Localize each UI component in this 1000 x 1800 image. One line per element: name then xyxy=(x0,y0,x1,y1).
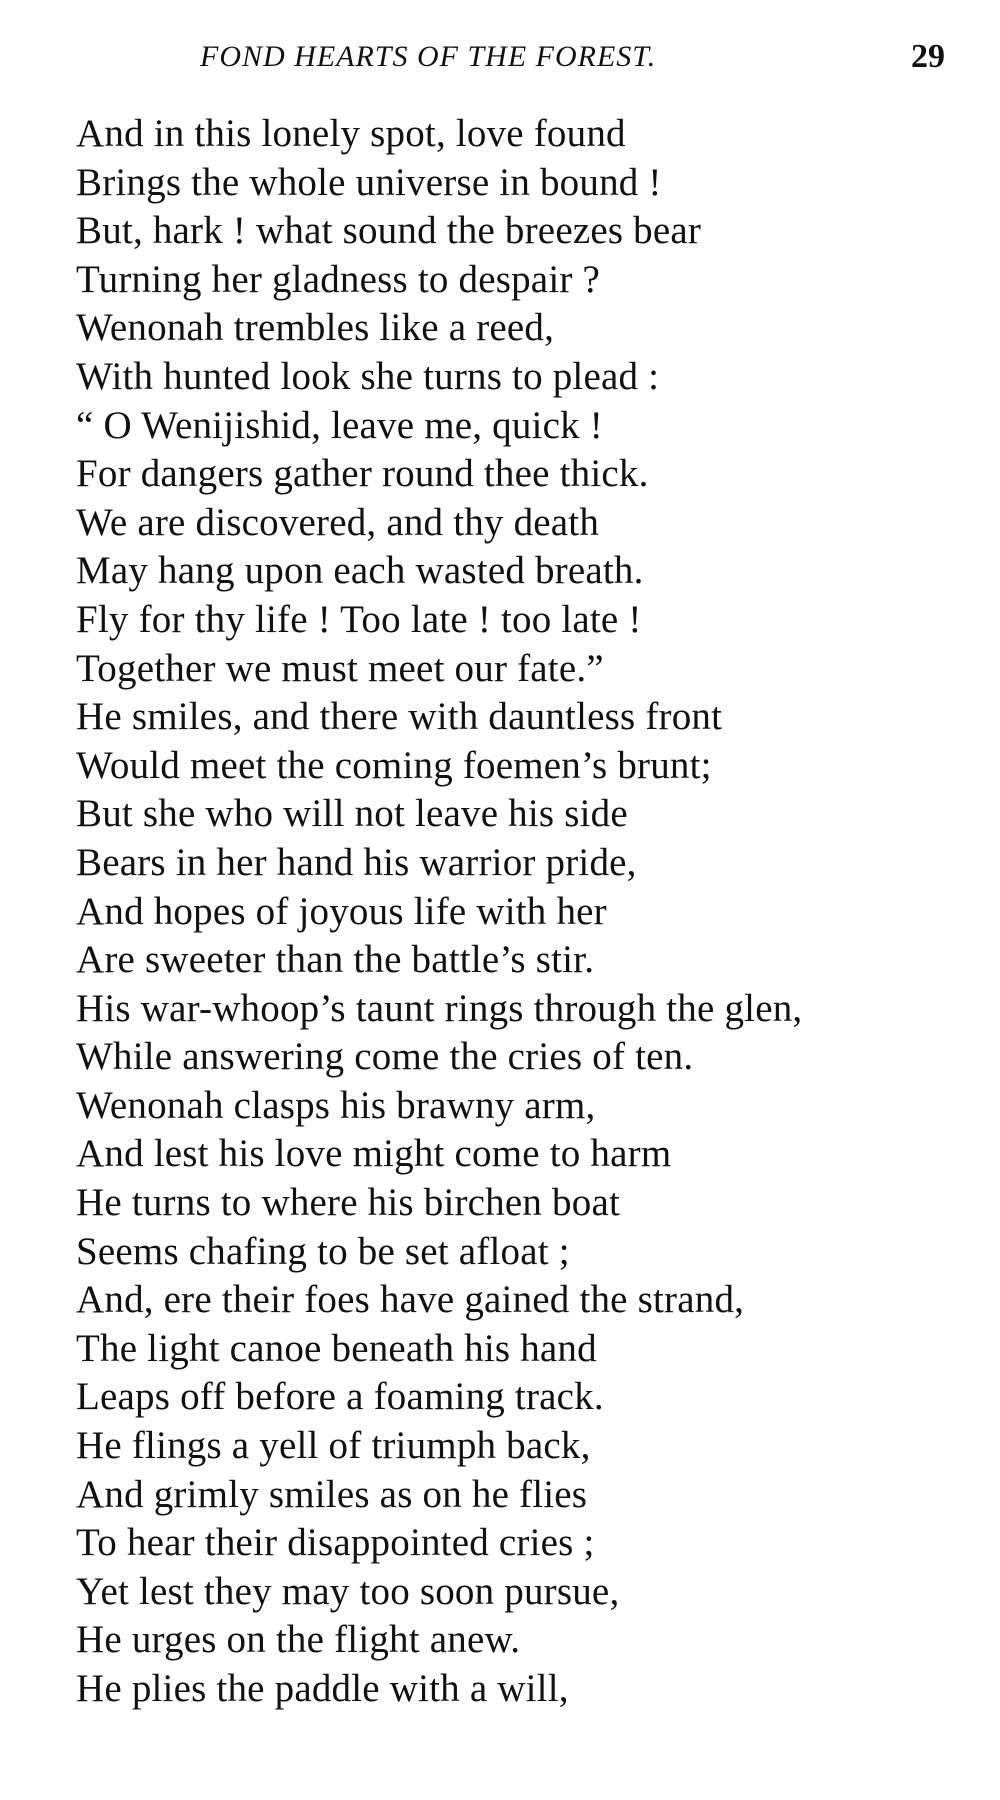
verse-line: But she who will not leave his side xyxy=(76,792,628,836)
verse-line: Leaps off before a foaming track. xyxy=(76,1375,604,1419)
verse-line: Brings the whole universe in bound ! xyxy=(76,160,662,204)
verse-line: The light canoe beneath his hand xyxy=(76,1326,597,1370)
verse-line: Wenonah trembles like a reed, xyxy=(76,306,555,350)
verse-line: Bears in her hand his warrior pride, xyxy=(76,840,637,884)
verse-line: To hear their disappointed cries ; xyxy=(76,1521,595,1565)
verse-line: And hopes of joyous life with her xyxy=(76,889,607,933)
poem-body xyxy=(76,110,976,1714)
verse-line: May hang upon each wasted breath. xyxy=(76,549,644,593)
page-number: 29 xyxy=(911,38,945,75)
verse-line: His war-whoop’s taunt rings through the glen, xyxy=(76,986,803,1030)
verse-line: While answering come the cries of ten. xyxy=(76,1035,694,1079)
verse-line: And in this lonely spot, love found xyxy=(76,112,626,155)
verse-line: And grimly smiles as on he flies xyxy=(76,1472,588,1516)
verse-line: And lest his love might come to harm xyxy=(76,1132,672,1176)
verse-line: He smiles, and there with dauntless front xyxy=(76,695,723,739)
verse-line: Yet lest they may too soon pursue, xyxy=(76,1569,620,1613)
verse-line: Together we must meet our fate.” xyxy=(76,646,604,690)
verse-line: “ O Wenijishid, leave me, quick ! xyxy=(76,403,603,447)
verse-line: Turning her gladness to despair ? xyxy=(76,257,600,301)
verse-line: Seems chafing to be set afloat ; xyxy=(76,1229,570,1273)
verse-line: Are sweeter than the battle’s stir. xyxy=(76,938,595,982)
verse-line: We are discovered, and thy death xyxy=(76,500,600,544)
verse-line: He plies the paddle with a will, xyxy=(76,1667,569,1710)
verse-line: And, ere their foes have gained the strand, xyxy=(76,1278,745,1322)
verse-line: With hunted look she turns to plead : xyxy=(76,354,660,398)
running-head xyxy=(200,40,945,84)
verse-line: Would meet the coming foemen’s brunt; xyxy=(76,743,712,787)
running-title: FOND HEARTS OF THE FOREST. xyxy=(200,40,657,73)
verse-line: He turns to where his birchen boat xyxy=(76,1181,620,1225)
verse-line: He urges on the flight anew. xyxy=(76,1618,521,1662)
verse-line: Wenonah clasps his brawny arm, xyxy=(76,1083,596,1127)
verse-line: He flings a yell of triumph back, xyxy=(76,1424,591,1468)
verse-line: But, hark ! what sound the breezes bear xyxy=(76,209,702,253)
verse-line: For dangers gather round thee thick. xyxy=(76,452,649,496)
verse-line: Fly for thy life ! Too late ! too late ! xyxy=(76,597,642,641)
